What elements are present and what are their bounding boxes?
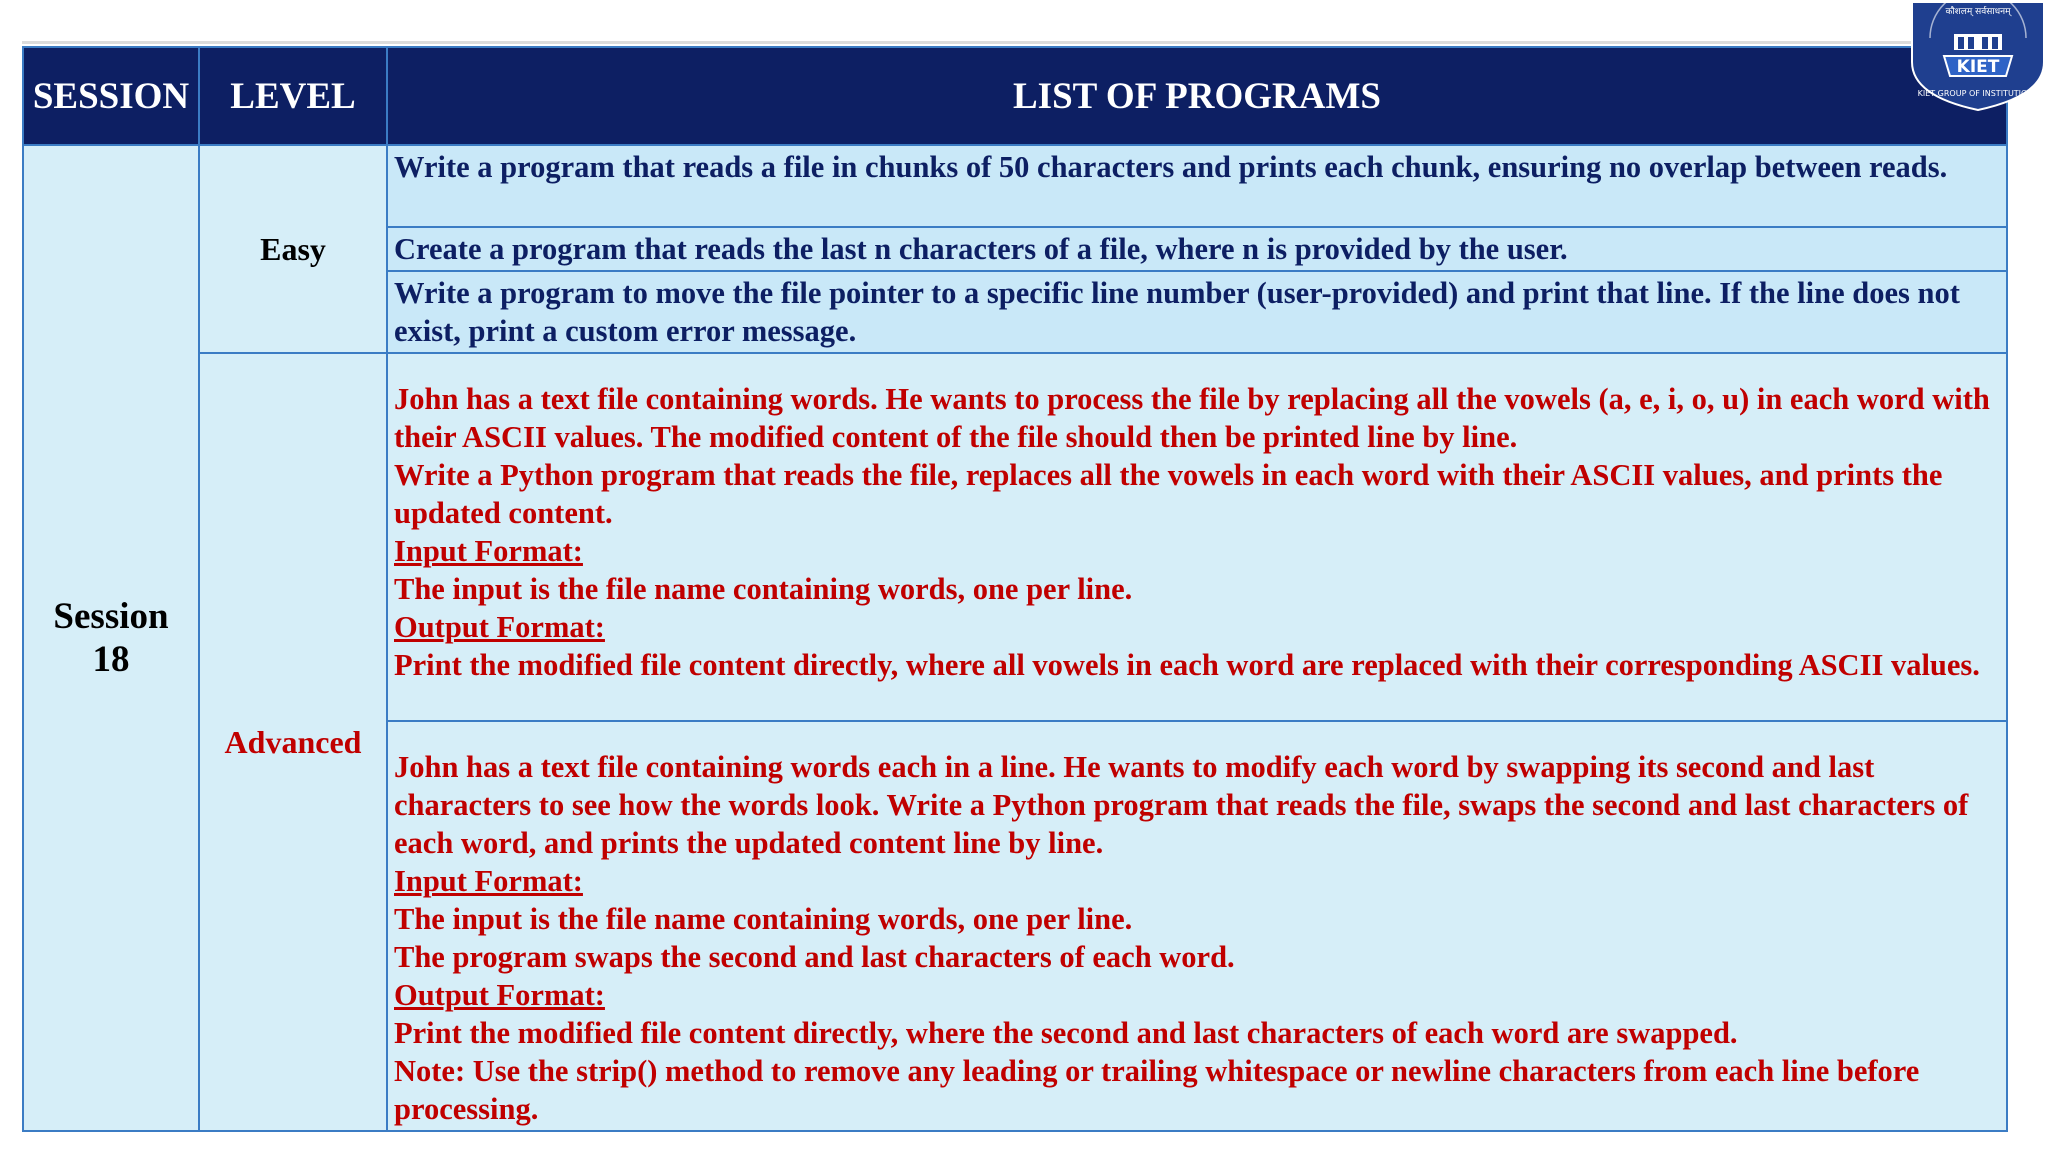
table-row [23,353,2007,721]
input-format-heading: Input Format: [394,534,583,568]
header-programs: LIST OF PROGRAMS [387,47,2007,145]
kiet-logo [1908,0,2048,112]
header-level: LEVEL [199,47,387,145]
easy-program-1: Write a program that reads a file in chunks of 50 characters and prints each chunk, ensuring no overlap between reads. [387,145,2007,227]
output-format-heading: Output Format: [394,610,605,644]
level-easy: Easy [199,145,387,353]
top-divider-line [22,41,1912,44]
session-label: Session [53,596,169,637]
header-row [23,47,2007,145]
logo-ring-text: KIET GROUP OF INSTITUTIONS [1917,89,2039,98]
advanced-program-2 [387,721,2007,1131]
header-session: SESSION [23,47,199,145]
input-format-line: The input is the file name containing words, one per line. [394,902,1133,936]
logo-badge: KIET [1956,57,2000,77]
output-format-heading: Output Format: [394,978,605,1012]
input-format-line: The program swaps the second and last characters of each word. [394,940,1235,974]
note-line: Note: Use the strip() method to remove any leading or trailing whitespace or newline characters from each line before processing. [394,1054,1920,1126]
programs-table [22,46,2008,1132]
easy-program-2: Create a program that reads the last n characters of a file, where n is provided by the user. [387,227,2007,271]
advanced-program-1 [387,353,2007,721]
output-format-line: Print the modified file content directly, where all vowels in each word are replaced with their corresponding ASCII values. [394,648,1980,682]
table-row [23,145,2007,227]
session-cell [23,145,199,1131]
program-intro: John has a text file containing words. He wants to process the file by replacing all the vowels (a, e, i, o, u) in each word with their ASCII values. The modified content of the file should then be printed line by line. [394,382,1990,454]
program-task: Write a Python program that reads the file, replaces all the vowels in each word with their ASCII values, and prints the updated content. [394,458,1943,530]
input-format-heading: Input Format: [394,864,583,898]
program-intro: John has a text file containing words each in a line. He wants to modify each word by swapping its second and last characters to see how the words look. Write a Python program that reads the file, swaps the second and last characters of each word, and prints the updated content line by line. [394,750,1969,860]
output-format-line: Print the modified file content directly, where the second and last characters of each word are swapped. [394,1016,1738,1050]
session-number: 18 [92,639,130,680]
easy-program-3: Write a program to move the file pointer to a specific line number (user-provided) and print that line. If the line does not exist, print a custom error message. [387,271,2007,353]
logo-motto: कौशलम् सर्वसाधनम् [1945,7,2011,17]
input-format-line: The input is the file name containing words, one per line. [394,572,1133,606]
level-advanced: Advanced [199,353,387,1131]
